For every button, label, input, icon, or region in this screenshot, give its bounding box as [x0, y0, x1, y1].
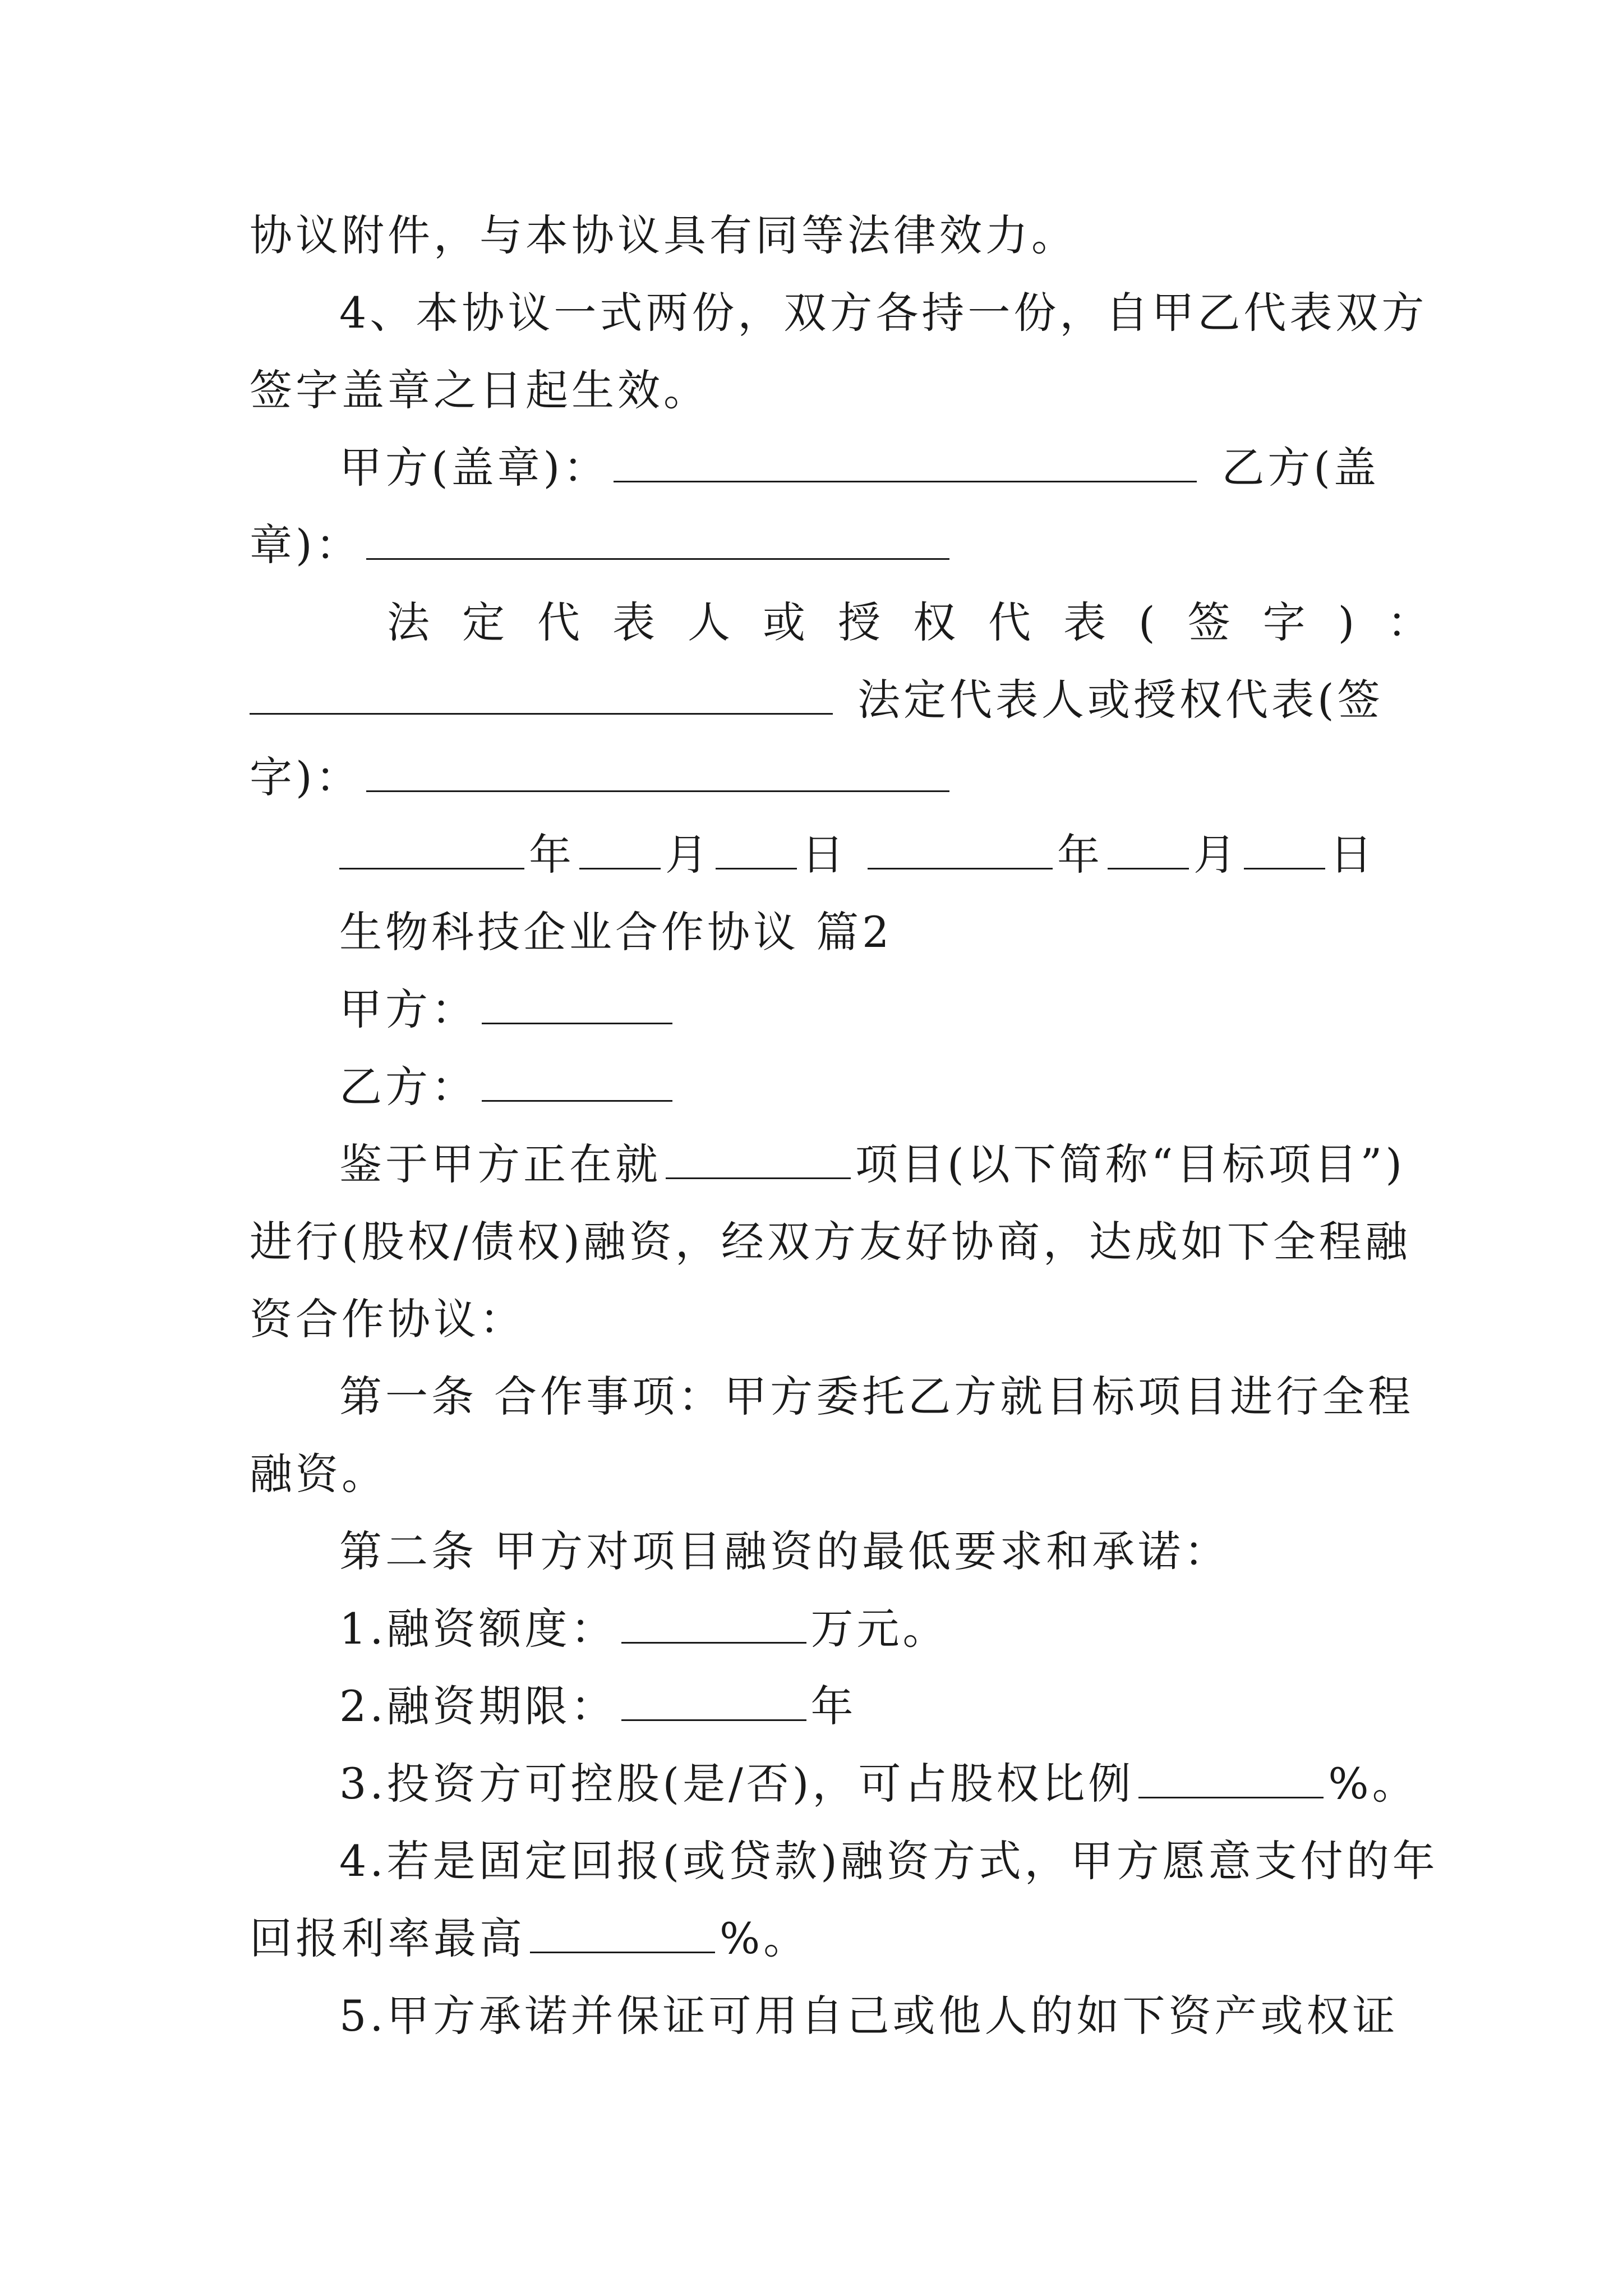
- rep-b-sign-blank: [366, 753, 949, 792]
- rep-sign-label-b: 法定代表人或授权代表(签: [857, 675, 1384, 725]
- item-1-unit: 万元。: [810, 1604, 949, 1654]
- date-b-day-blank: [1244, 831, 1325, 869]
- party-a-line: [339, 982, 1382, 1038]
- article-1: 第一条 合作事项：甲方委托乙方就目标项目进行全程: [339, 1372, 1414, 1421]
- date-b-year-blank: [868, 831, 1053, 869]
- date-a-month: 月: [665, 830, 711, 880]
- party-b-label: 乙方：: [339, 1062, 477, 1112]
- project-name-blank: [666, 1140, 851, 1179]
- rep-sign-label-b-cont: 字)：: [250, 752, 362, 802]
- item-2-unit: 年: [810, 1681, 857, 1731]
- signature-line-seals: [339, 440, 1382, 496]
- party-b-seal-blank: [366, 521, 949, 560]
- text-line: 签字盖章之日起生效。: [250, 365, 709, 415]
- financing-term-blank: [621, 1682, 806, 1721]
- date-b-month: 月: [1193, 830, 1239, 880]
- date-a-day: 日: [801, 830, 847, 880]
- date-a-year: 年: [529, 830, 575, 880]
- item-3-unit: %。: [1328, 1759, 1418, 1809]
- item-collateral: 5.甲方承诺并保证可用自己或他人的如下资产或权证: [339, 1991, 1399, 2041]
- recital-text-a: 鉴于甲方正在就: [339, 1139, 661, 1189]
- signature-line-cont-2: [250, 749, 1382, 806]
- date-b-year: 年: [1057, 830, 1103, 880]
- text-line: 融资。: [250, 1449, 388, 1499]
- item-4-unit: %。: [720, 1913, 810, 1963]
- date-a-month-blank: [579, 831, 661, 869]
- item-2-label: 2.融资期限：: [339, 1681, 617, 1731]
- article-2: 第二条 甲方对项目融资的最低要求和承诺：: [339, 1526, 1230, 1576]
- representative-sign-a: [387, 595, 1463, 651]
- signature-line-reps: [250, 672, 1382, 728]
- date-b-day: 日: [1330, 830, 1376, 880]
- party-b-line: [339, 1059, 1382, 1115]
- section-title: 生物科技企业合作协议 篇2: [339, 907, 893, 957]
- return-rate-blank: [530, 1915, 715, 1953]
- party-a-seal-blank: [614, 444, 1197, 482]
- date-a-day-blank: [716, 831, 797, 869]
- party-a-blank: [482, 986, 672, 1024]
- text-line: 协议附件，与本协议具有同等法律效力。: [250, 210, 1077, 260]
- item-equity-ratio: [339, 1756, 1418, 1812]
- date-a-year-blank: [339, 831, 524, 869]
- item-3-label: 3.投资方可控股(是/否)，可占股权比例: [339, 1759, 1135, 1809]
- item-4-label: 回报利率最高: [250, 1913, 525, 1963]
- item-financing-term: [339, 1678, 1382, 1734]
- item-1-label: 1.融资额度：: [339, 1604, 617, 1654]
- date-b-month-blank: [1108, 831, 1189, 869]
- equity-ratio-blank: [1138, 1760, 1324, 1798]
- party-b-blank: [482, 1063, 672, 1102]
- text-line: 进行(股权/债权)融资，经双方友好协商，达成如下全程融: [250, 1217, 1411, 1267]
- party-b-seal-label-cont: 章)：: [250, 520, 362, 570]
- text-line: 资合作协议：: [250, 1294, 525, 1344]
- date-line: [339, 827, 1382, 883]
- item-return-rate-cont: [250, 1911, 1382, 1967]
- financing-amount-blank: [621, 1605, 806, 1644]
- item-financing-amount: [339, 1601, 1382, 1657]
- party-b-seal-label: 乙方(盖: [1221, 443, 1380, 493]
- party-a-label: 甲方：: [339, 984, 477, 1034]
- rep-sign-label-a: 法定代表人或授权代表(签字)：: [387, 597, 1463, 647]
- recital-text-b: 项目(以下简称“目标项目”): [855, 1139, 1406, 1189]
- recital-line: [339, 1137, 1406, 1193]
- item-return-rate: 4.若是固定回报(或贷款)融资方式，甲方愿意支付的年: [339, 1836, 1438, 1886]
- signature-line-cont: [250, 517, 1382, 573]
- clause-4: 4、本协议一式两份，双方各持一份，自甲乙代表双方: [339, 288, 1428, 338]
- party-a-seal-label: 甲方(盖章)：: [339, 443, 610, 493]
- rep-a-sign-blank: [250, 676, 833, 715]
